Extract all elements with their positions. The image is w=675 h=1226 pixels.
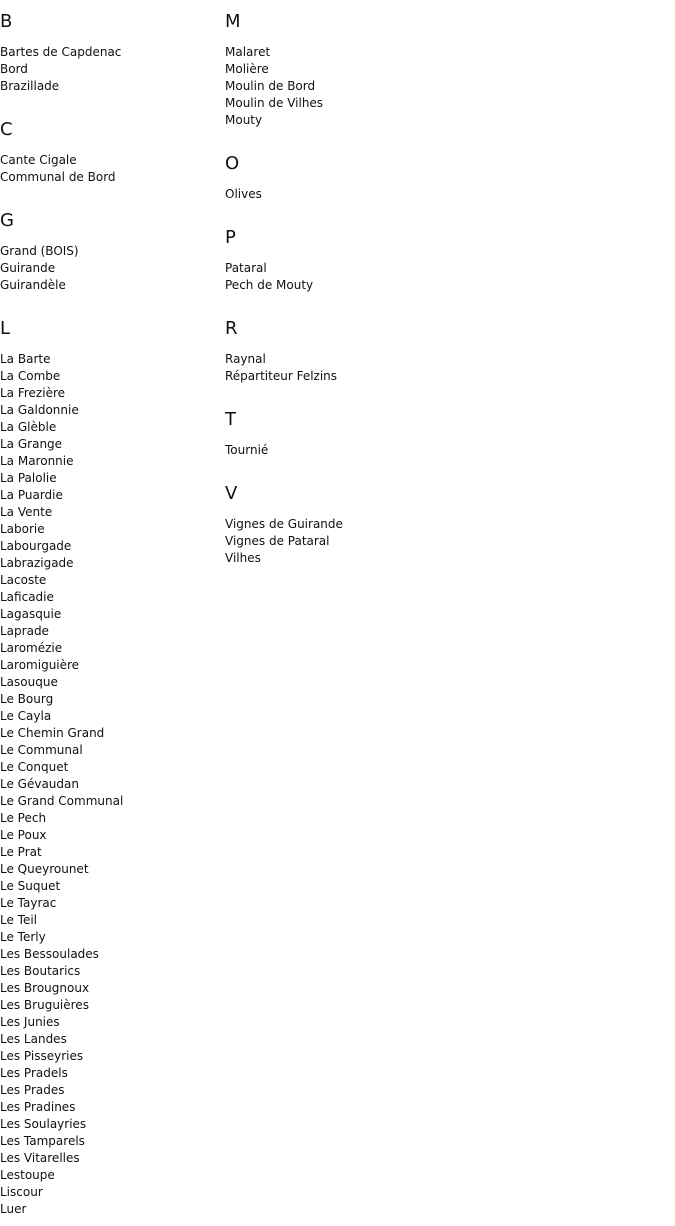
place-entry[interactable]: Bartes de Capdenac bbox=[0, 45, 122, 59]
place-entry[interactable]: Laromiguière bbox=[0, 658, 80, 672]
place-entry[interactable]: Brazillade bbox=[0, 79, 60, 93]
place-entry[interactable]: Mouty bbox=[225, 113, 263, 127]
place-entry[interactable]: La Vente bbox=[0, 505, 53, 519]
entry-list bbox=[225, 260, 313, 294]
place-entry[interactable]: Le Communal bbox=[0, 743, 83, 757]
place-entry[interactable]: Pech de Mouty bbox=[225, 278, 314, 292]
place-entry[interactable]: Tournié bbox=[225, 443, 269, 457]
letter-heading: B bbox=[0, 11, 13, 32]
place-entry[interactable]: Le Pech bbox=[0, 811, 47, 825]
place-entry[interactable]: Le Cayla bbox=[0, 709, 52, 723]
place-entry[interactable]: Vilhes bbox=[225, 551, 261, 565]
place-entry[interactable]: Le Conquet bbox=[0, 760, 69, 774]
letter-heading: C bbox=[0, 119, 13, 140]
letter-heading: M bbox=[225, 11, 241, 32]
place-entry[interactable]: Bord bbox=[0, 62, 28, 76]
place-entry[interactable]: La Glèble bbox=[0, 420, 57, 434]
letter-heading: P bbox=[225, 227, 236, 248]
letter-heading: O bbox=[225, 153, 240, 174]
place-entry[interactable]: Le Bourg bbox=[0, 692, 54, 706]
place-entry[interactable]: Les Tamparels bbox=[0, 1134, 85, 1148]
entry-list bbox=[225, 44, 323, 129]
letter-heading: V bbox=[225, 483, 238, 504]
place-entry[interactable]: La Grange bbox=[0, 437, 63, 451]
place-entry[interactable]: Le Suquet bbox=[0, 879, 61, 893]
place-entry[interactable]: Moulin de Bord bbox=[225, 79, 316, 93]
place-entry[interactable]: Les Pradines bbox=[0, 1100, 76, 1114]
place-entry[interactable]: Les Brougnoux bbox=[0, 981, 90, 995]
place-entry[interactable]: Lagasquie bbox=[0, 607, 62, 621]
place-entry[interactable]: Les Vitarelles bbox=[0, 1151, 80, 1165]
entry-list bbox=[0, 351, 123, 1218]
place-entry[interactable]: Le Grand Communal bbox=[0, 794, 124, 808]
place-entry[interactable]: Les Bruguières bbox=[0, 998, 89, 1012]
place-entry[interactable]: Le Tayrac bbox=[0, 896, 57, 910]
place-entry[interactable]: Olives bbox=[225, 187, 262, 201]
place-entry[interactable]: Les Boutarics bbox=[0, 964, 81, 978]
place-entry[interactable]: Guirande bbox=[0, 261, 56, 275]
place-entry[interactable]: Laficadie bbox=[0, 590, 54, 604]
entry-list bbox=[0, 44, 121, 95]
place-entry[interactable]: Moulin de Vilhes bbox=[225, 96, 324, 110]
place-entry[interactable]: Grand (BOIS) bbox=[0, 244, 79, 258]
place-entry[interactable]: Labrazigade bbox=[0, 556, 74, 570]
place-entry[interactable]: Les Prades bbox=[0, 1083, 65, 1097]
place-entry[interactable]: Répartiteur Felzins bbox=[225, 369, 338, 383]
place-entry[interactable]: Laromézie bbox=[0, 641, 63, 655]
entry-list bbox=[225, 442, 268, 459]
letter-heading: T bbox=[225, 409, 236, 430]
place-entry[interactable]: Lasouque bbox=[0, 675, 58, 689]
place-entry[interactable]: Communal de Bord bbox=[0, 170, 116, 184]
place-entry[interactable]: Laprade bbox=[0, 624, 49, 638]
letter-heading: L bbox=[0, 318, 11, 339]
place-entry[interactable]: La Palolie bbox=[0, 471, 57, 485]
place-entry[interactable]: La Barte bbox=[0, 352, 51, 366]
place-entry[interactable]: La Frezière bbox=[0, 386, 66, 400]
place-entry[interactable]: Lacoste bbox=[0, 573, 47, 587]
place-entry[interactable]: Les Bessoulades bbox=[0, 947, 99, 961]
place-entry[interactable]: Le Prat bbox=[0, 845, 42, 859]
place-entry[interactable]: Molière bbox=[225, 62, 269, 76]
place-entry[interactable]: Les Junies bbox=[0, 1015, 60, 1029]
place-entry[interactable]: Laborie bbox=[0, 522, 45, 536]
place-entry[interactable]: La Galdonnie bbox=[0, 403, 79, 417]
entry-list bbox=[0, 152, 116, 186]
place-entry[interactable]: Pataral bbox=[225, 261, 267, 275]
letter-heading: G bbox=[0, 210, 14, 231]
entry-list bbox=[225, 516, 343, 567]
place-entry[interactable]: Le Poux bbox=[0, 828, 47, 842]
place-entry[interactable]: Les Pisseyries bbox=[0, 1049, 84, 1063]
place-entry[interactable]: Vignes de Guirande bbox=[225, 517, 343, 531]
place-entry[interactable]: Les Pradels bbox=[0, 1066, 68, 1080]
entry-list bbox=[225, 186, 262, 203]
letter-heading: R bbox=[225, 318, 238, 339]
place-entry[interactable]: Luer bbox=[0, 1202, 27, 1216]
place-entry[interactable]: Le Teil bbox=[0, 913, 38, 927]
place-entry[interactable]: Malaret bbox=[225, 45, 271, 59]
place-entry[interactable]: Liscour bbox=[0, 1185, 43, 1199]
place-entry[interactable]: Guirandèle bbox=[0, 278, 66, 292]
place-entry[interactable]: La Maronnie bbox=[0, 454, 74, 468]
place-entry[interactable]: Raynal bbox=[225, 352, 266, 366]
place-entry[interactable]: La Combe bbox=[0, 369, 61, 383]
place-entry[interactable]: Le Chemin Grand bbox=[0, 726, 105, 740]
entry-list bbox=[0, 243, 79, 294]
place-entry[interactable]: Le Gévaudan bbox=[0, 777, 79, 791]
place-entry[interactable]: Le Terly bbox=[0, 930, 46, 944]
place-entry[interactable]: Les Landes bbox=[0, 1032, 67, 1046]
place-entry[interactable]: Cante Cigale bbox=[0, 153, 77, 167]
place-entry[interactable]: Lestoupe bbox=[0, 1168, 55, 1182]
place-entry[interactable]: Le Queyrounet bbox=[0, 862, 89, 876]
place-entry[interactable]: Vignes de Pataral bbox=[225, 534, 330, 548]
entry-list bbox=[225, 351, 337, 385]
place-entry[interactable]: La Puardie bbox=[0, 488, 63, 502]
place-entry[interactable]: Les Soulayries bbox=[0, 1117, 87, 1131]
place-entry[interactable]: Labourgade bbox=[0, 539, 72, 553]
